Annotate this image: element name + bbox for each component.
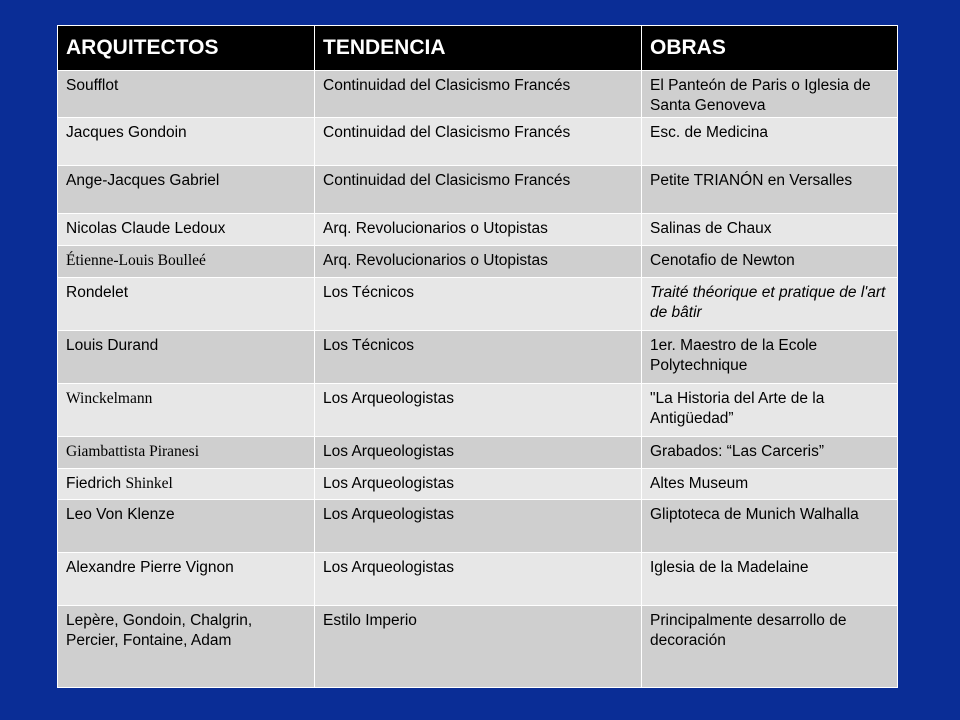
cell-tendencia: Los Técnicos (315, 278, 642, 331)
cell-obras: Principalmente desarrollo de decoración (642, 606, 898, 688)
cell-arquitecto: Nicolas Claude Ledoux (58, 214, 315, 246)
cell-arquitecto: Alexandre Pierre Vignon (58, 553, 315, 606)
cell-arquitecto: Lepère, Gondoin, Chalgrin, Percier, Fontaine, Adam (58, 606, 315, 688)
cell-obras: Esc. de Medicina (642, 118, 898, 166)
cell-obras: Salinas de Chaux (642, 214, 898, 246)
arquitecto-last: Shinkel (125, 475, 173, 492)
cell-tendencia: Continuidad del Clasicismo Francés (315, 71, 642, 118)
table-row (58, 166, 898, 214)
arquitecto-first: Fiedrich (66, 475, 122, 492)
cell-obras: Traité théorique et pratique de l'art de bâtir (642, 278, 898, 331)
cell-arquitecto: Winckelmann (58, 384, 315, 437)
header-obras: OBRAS (642, 26, 898, 71)
cell-arquitecto: Rondelet (58, 278, 315, 331)
cell-arquitecto: Giambattista Piranesi (58, 437, 315, 469)
header-tendencia: TENDENCIA (315, 26, 642, 71)
cell-arquitecto: Étienne-Louis Boulleé (58, 246, 315, 278)
cell-tendencia: Los Técnicos (315, 331, 642, 384)
cell-arquitecto (58, 469, 315, 500)
table-row (58, 437, 898, 469)
cell-tendencia: Los Arqueologistas (315, 437, 642, 469)
cell-tendencia: Arq. Revolucionarios o Utopistas (315, 246, 642, 278)
cell-obras: Altes Museum (642, 469, 898, 500)
cell-arquitecto: Louis Durand (58, 331, 315, 384)
table-row (58, 246, 898, 278)
table-row (58, 331, 898, 384)
table-row (58, 118, 898, 166)
table-row (58, 71, 898, 118)
cell-tendencia: Los Arqueologistas (315, 553, 642, 606)
cell-tendencia: Los Arqueologistas (315, 469, 642, 500)
cell-obras: "La Historia del Arte de la Antigüedad” (642, 384, 898, 437)
cell-obras: 1er. Maestro de la Ecole Polytechnique (642, 331, 898, 384)
header-arquitectos: ARQUITECTOS (58, 26, 315, 71)
architects-table (57, 25, 898, 688)
cell-arquitecto: Jacques Gondoin (58, 118, 315, 166)
cell-arquitecto: Ange-Jacques Gabriel (58, 166, 315, 214)
table-row (58, 553, 898, 606)
cell-obras: Gliptoteca de Munich Walhalla (642, 500, 898, 553)
cell-tendencia: Arq. Revolucionarios o Utopistas (315, 214, 642, 246)
table-row (58, 469, 898, 500)
table-row (58, 384, 898, 437)
cell-obras: Cenotafio de Newton (642, 246, 898, 278)
cell-tendencia: Los Arqueologistas (315, 500, 642, 553)
table-row (58, 214, 898, 246)
cell-obras: El Panteón de Paris o Iglesia de Santa Genoveva (642, 71, 898, 118)
table-row (58, 278, 898, 331)
cell-tendencia: Los Arqueologistas (315, 384, 642, 437)
cell-tendencia: Continuidad del Clasicismo Francés (315, 166, 642, 214)
table-row (58, 500, 898, 553)
header-row (58, 26, 898, 71)
table-row (58, 606, 898, 688)
cell-tendencia: Continuidad del Clasicismo Francés (315, 118, 642, 166)
cell-arquitecto: Soufflot (58, 71, 315, 118)
cell-arquitecto: Leo Von Klenze (58, 500, 315, 553)
cell-obras: Iglesia de la Madelaine (642, 553, 898, 606)
cell-obras: Petite TRIANÓN en Versalles (642, 166, 898, 214)
cell-obras: Grabados: “Las Carceris” (642, 437, 898, 469)
cell-tendencia: Estilo Imperio (315, 606, 642, 688)
